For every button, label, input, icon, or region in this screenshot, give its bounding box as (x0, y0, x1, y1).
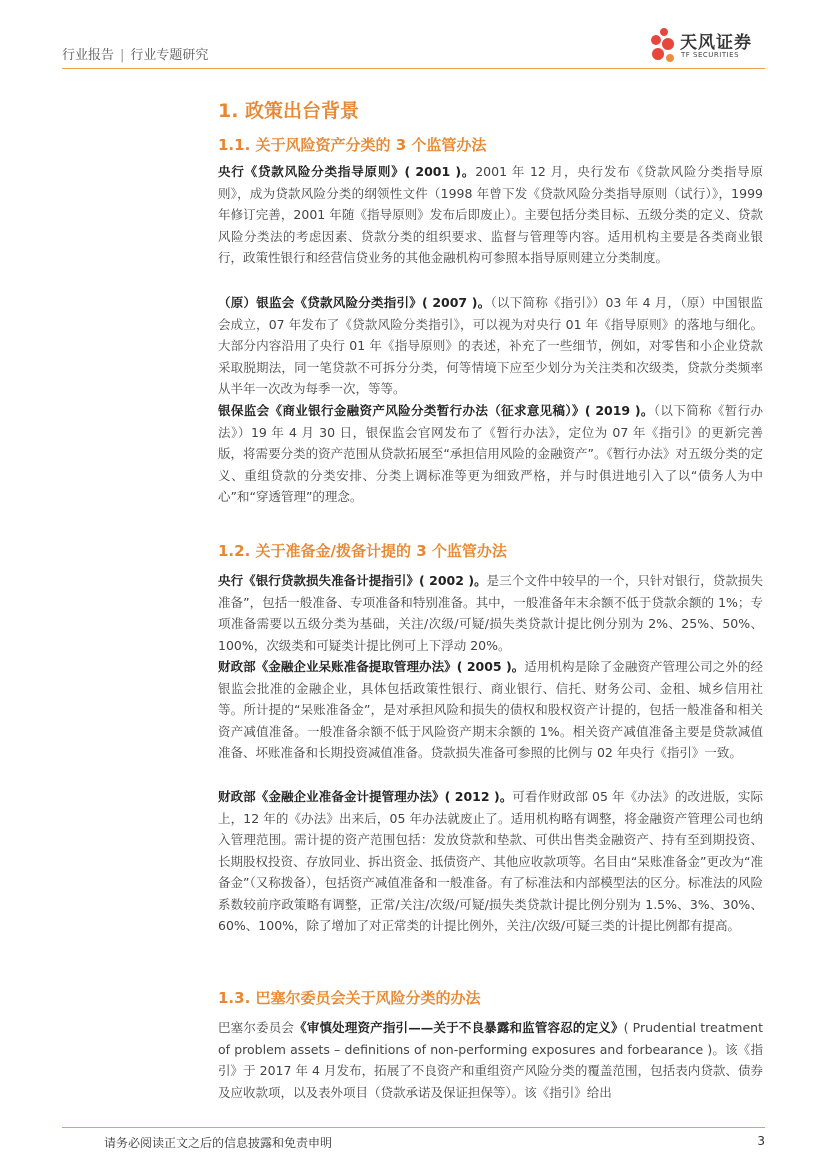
paragraph-lead: 银保监会《商业银行金融资产风险分类暂行办法（征求意见稿）》( 2019 )。 (218, 403, 654, 418)
footer-rule (62, 1127, 765, 1128)
brand-logo (648, 26, 768, 66)
section-title: 1. 政策出台背景 (218, 100, 360, 122)
paragraph-body: ( Prudential treatment of problem assets – definitions of non-performing exposures and forbearance )。该《指引》于 2017 年 4 月发布，拓展了不良资产和重组资产风险分类的覆盖范围，包括表内贷款、债券及应收款项，以及表外项目（贷款承诺及保证担保等）。该《指引》给出 (218, 1020, 763, 1100)
header-category: 行业报告 (62, 48, 115, 63)
header-subcategory: 行业专题研究 (130, 48, 209, 63)
paragraph-basel (218, 1017, 763, 1103)
paragraph-body: （以下简称《暂行办法》）19 年 4 月 30 日，银保监会官网发布了《暂行办法》，定位为 07 年《指引》的更新完善版，将需要分类的资产范围从贷款拓展至“承担信用风险的金融资产”。《暂行办法》对五级分类的定义、重组贷款的分类安排、分类上调标准等更为细致严格，并与时俱进地引入了以“债务人为中心”和“穿透管理”的理念。 (218, 403, 763, 504)
paragraph-lead: 财政部《金融企业准备金计提管理办法》( 2012 )。 (218, 789, 513, 804)
logo-name-cn: 天风证券 (680, 33, 752, 53)
paragraph-mof-2005 (218, 656, 763, 764)
subsection-title-1-2: 1.2. 关于准备金/拨备计提的 3 个监管办法 (218, 542, 507, 560)
paragraph-body: 适用机构是除了金融资产管理公司之外的经银监会批准的金融企业，具体包括政策性银行、商业银行、信托、财务公司、金租、城乡信用社等。所计提的“呆账准备金”，是对承担风险和损失的债权和股权资产计提的，包括一般准备和相关资产减值准备。一般准备余额不低于风险资产期末余额的 1%。相关资产减值准备主要是贷款减值准备、坏账准备和长期投资减值准备。贷款损失准备可参照的比例与 02 年央行《指引》一致。 (218, 659, 763, 760)
paragraph-pboc-2001 (218, 161, 763, 269)
paragraph-cbrc-2007 (218, 292, 763, 400)
report-header (62, 44, 208, 63)
paragraph-lead: 央行《贷款风险分类指导原则》( 2001 )。 (218, 164, 476, 179)
paragraph-cbirc-2019 (218, 400, 763, 508)
paragraph-lead: 财政部《金融企业呆账准备提取管理办法》( 2005 )。 (218, 659, 525, 674)
paragraph-pre: 巴塞尔委员会 (218, 1020, 295, 1035)
header-separator: | (120, 48, 125, 63)
footer-disclaimer: 请务必阅读正文之后的信息披露和免责申明 (104, 1136, 333, 1150)
header-rule (62, 68, 765, 69)
paragraph-lead: 央行《银行贷款损失准备计提指引》( 2002 )。 (218, 573, 487, 588)
paragraph-pboc-2002 (218, 570, 763, 656)
subsection-title-1-3: 1.3. 巴塞尔委员会关于风险分类的办法 (218, 989, 481, 1007)
paragraph-body: （以下简称《指引》）03 年 4 月，（原）中国银监会成立，07 年发布了《贷款风险分类指引》，可以视为对央行 01 年《指导原则》的落地与细化。大部分内容沿用了央行 01 年《指导原则》的表述，补充了一些细节，例如，对零售和小企业贷款采取脱期法，同一笔贷款不可拆分分类，何等情境下应至少划分为关注类和次级类，贷款分类频率从半年一次改为每季一次，等等。 (218, 295, 764, 396)
subsection-title-1-1: 1.1. 关于风险资产分类的 3 个监管办法 (218, 136, 487, 154)
paragraph-lead: （原）银监会《贷款风险分类指引》( 2007 )。 (218, 295, 491, 310)
paragraph-body: 是三个文件中较早的一个，只针对银行，贷款损失准备”，包括一般准备、专项准备和特别准备。其中，一般准备年末余额不低于贷款余额的 1%；专项准备需要以五级分类为基础，关注/次级/可疑/损失类贷款计提比例分别为 2%、25%、50%、100%，次级类和可疑类计提比例可上下浮动 20%。 (218, 573, 763, 653)
paragraph-body: 可看作财政部 05 年《办法》的改进版，实际上，12 年的《办法》出来后，05 年办法就废止了。适用机构略有调整，将金融资产管理公司也纳入管理范围。需计提的资产范围包括：发放贷款和垫款、可供出售类金融资产、持有至到期投资、长期股权投资、存放同业、拆出资金、抵债资产、其他应收款项等。名目由“呆账准备金”更改为“准备金”（又称拨备），包括资产减值准备和一般准备。有了标准法和内部模型法的区分。标准法的风险系数较前序政策略有调整，正常/关注/次级/可疑/损失类贷款计提比例分别为 1.5%、3%、30%、60%、100%，除了增加了对正常类的计提比例外，关注/次级/可疑三类的计提比例都有提高。 (218, 789, 763, 933)
paragraph-body: 2001 年 12 月，央行发布《贷款风险分类指导原则》，成为贷款风险分类的纲领性文件（1998 年曾下发《贷款风险分类指导原则（试行）》，1999 年修订完善，2001 年随《指导原则》发布后即废止）。主要包括分类目标、五级分类的定义、贷款风险分类法的考虑因素、贷款分类的组织要求、监督与管理等内容。适用机构主要是各类商业银行，政策性银行和经营信贷业务的其他金融机构可参照本指导原则建立分类制度。 (218, 164, 764, 265)
paragraph-lead: 《审慎处理资产指引——关于不良暴露和监管容忍的定义》 (294, 1020, 624, 1035)
page-number: 3 (757, 1134, 765, 1148)
paragraph-mof-2012 (218, 786, 763, 937)
logo-name-en: TF SECURITIES (681, 51, 740, 59)
logo-mark-icon (648, 26, 678, 66)
